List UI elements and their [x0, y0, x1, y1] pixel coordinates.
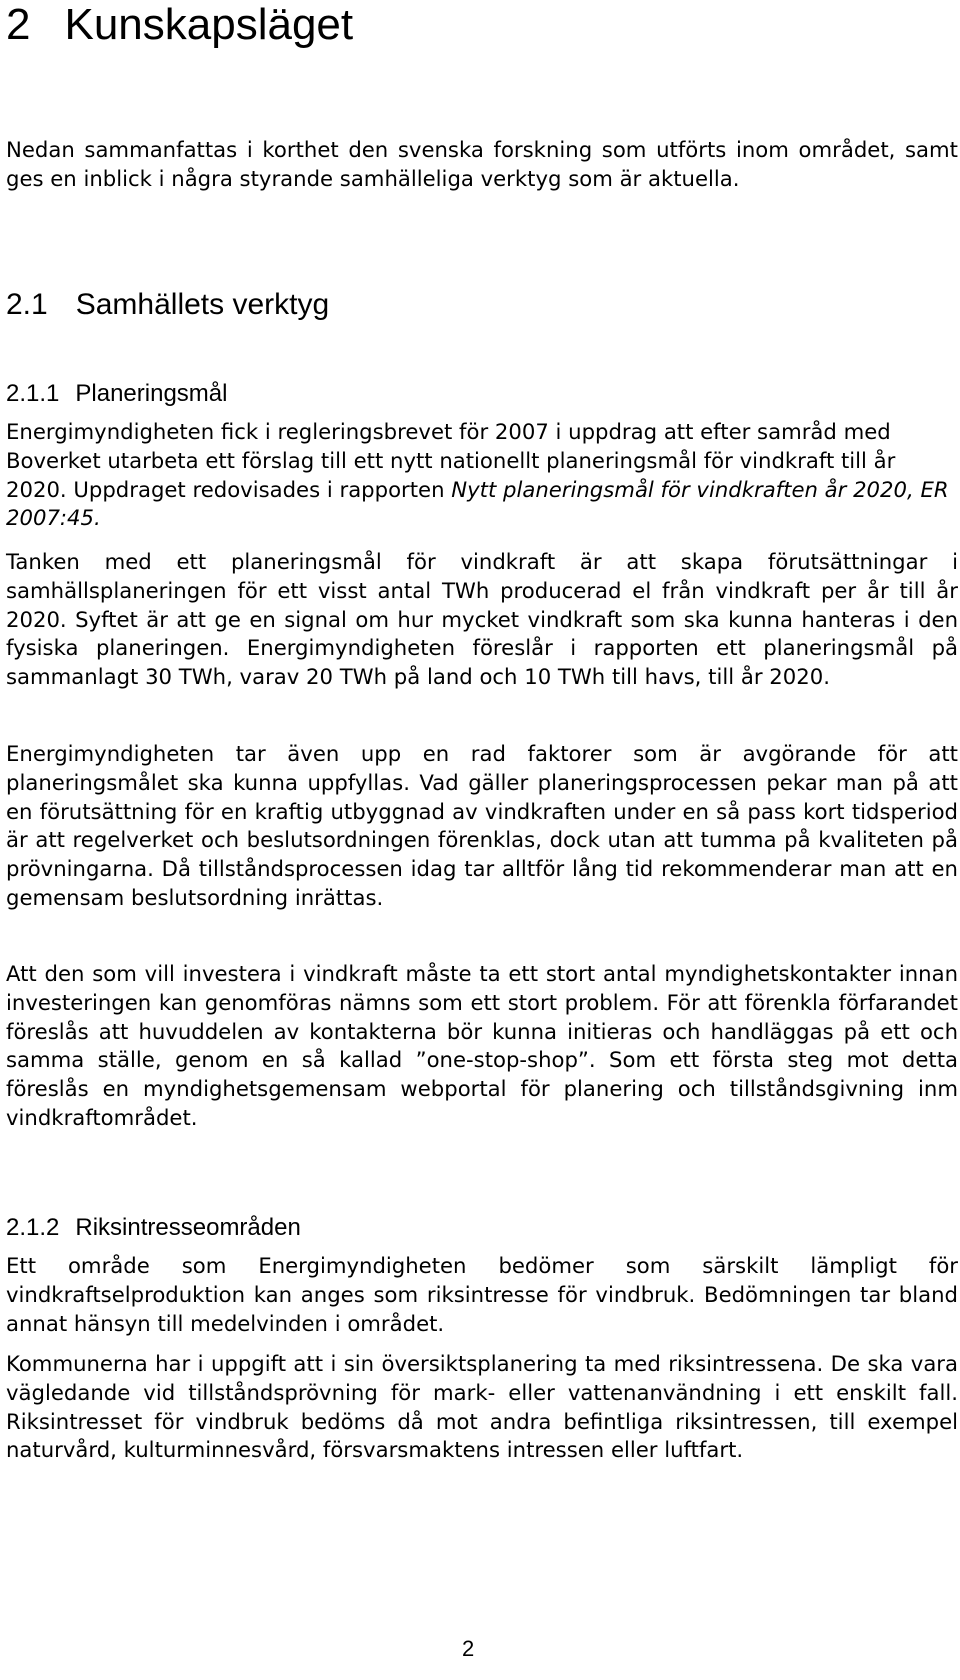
subsection-heading-2-1-2	[6, 1212, 301, 1244]
subsection-number: 2.1.2	[6, 1214, 60, 1241]
paragraph-riksintresse-1: Ett område som Energimyndigheten bedömer som särskilt lämpligt för vindkraftselproduktion kan anges som riksintresse för vindbruk. Bedömningen tar bland annat hänsyn till medelvinden i området.	[6, 1253, 958, 1336]
paragraph-planeringsmal-4: Att den som vill investera i vindkraft måste ta ett stort antal myndighetskontakter innan investeringen kan genomföras nämns som ett stort problem. För att förenkla förfarandet föreslås att huvuddelen av kontakterna bör kunna initieras och handläggas på ett och samma ställe, genom en så kallad ”one-stop-shop”. Som ett första steg mot detta föreslås en myndighetsgemensam webportal för planering och tillståndsgivning inm vindkraftområdet.	[6, 961, 958, 1130]
chapter-heading	[6, 0, 353, 50]
page-number: 2	[462, 1636, 475, 1661]
section-heading-2-1	[6, 285, 329, 325]
paragraph-riksintresse-2: Kommunerna har i uppgift att i sin översiktsplanering ta med riksintressena. De ska vara vägledande vid tillståndsprövning för mark- eller vattenanvändning i ett enskilt fall. Riksintresset för vindbruk bedöms då mot andra befintliga riksintressen, till exempel naturvård, kulturminnesvård, försvarsmaktens intressen eller luftfart.	[6, 1351, 958, 1463]
section-title: Samhällets verktyg	[75, 288, 330, 321]
paragraph-planeringsmal-2: Tanken med ett planeringsmål för vindkraft är att skapa förutsättningar i samhällsplaneringen för ett visst antal TWh producerad el från vindkraft per år till år 2020. Syftet är att ge en signal om hur mycket vindkraft som ska kunna hanteras i den fysiska planeringen. Energimyndigheten föreslår i rapporten ett planeringsmål på sammanlagt 30 TWh, varav 20 TWh på land och 10 TWh till havs, till år 2020.	[6, 549, 958, 690]
chapter-title: Kunskapsläget	[64, 0, 354, 49]
report-title: Nytt planeringsmål för vindkraften år 2020, ER 2007:45.	[6, 476, 949, 531]
subsection-title: Planeringsmål	[75, 380, 228, 407]
paragraph-planeringsmal-1	[6, 418, 958, 533]
subsection-title: Riksintresseområden	[75, 1214, 301, 1241]
subsection-number: 2.1.1	[6, 380, 60, 407]
paragraph-planeringsmal-3: Energimyndigheten tar även upp en rad faktorer som är avgörande för att planeringsmålet ska kunna uppfyllas. Vad gäller planeringsprocessen pekar man på att en förutsättning för en kraftig utbyggnad av vindkraften under en så pass kort tidsperiod är att regelverket och beslutsordningen förenklas, dock utan att tumma på kvaliteten på prövningarna. Då tillståndsprocessen idag tar alltför lång tid rekommenderar man att en gemensam beslutsordning inrättas.	[6, 741, 958, 910]
section-number: 2.1	[6, 288, 48, 321]
paragraph-text: Energimyndigheten fick i regleringsbrevet för 2007 i uppdrag att efter samråd med Boverket utarbeta ett förslag till ett nytt nationellt planeringsmål för vindkraft till år 2020. Uppdraget redovisades i rapporten	[6, 419, 896, 502]
chapter-number: 2	[6, 0, 31, 49]
subsection-heading-2-1-1	[6, 378, 227, 410]
intro-paragraph: Nedan sammanfattas i korthet den svenska forskning som utförts inom området, samt ges en inblick i några styrande samhälleliga verktyg som är aktuella.	[6, 137, 958, 191]
